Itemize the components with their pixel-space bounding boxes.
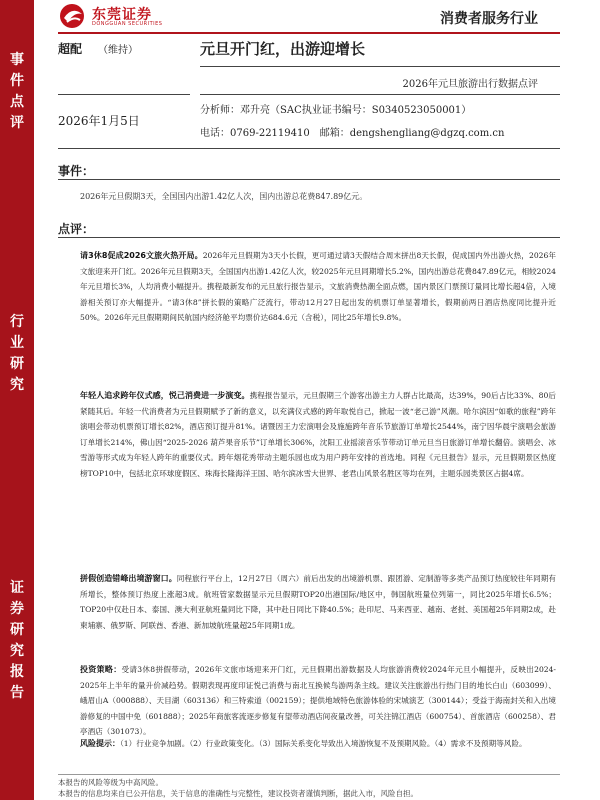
side-char: 究 bbox=[10, 377, 24, 393]
side-label-bottom bbox=[0, 578, 34, 704]
side-char: 研 bbox=[10, 622, 24, 638]
paragraph-lead: 拼假创造错峰出境游窗口。 bbox=[80, 574, 177, 583]
paragraph-lead: 请3休8促成2026文旅火热开局。 bbox=[80, 251, 203, 260]
side-char: 行 bbox=[10, 314, 24, 330]
paragraph-text: （1）行业竞争加剧。（2）行业政策变化。（3）国际关系变化导致出入境游恢复不及预期风险。（4）需求不及预期等风险。 bbox=[120, 739, 527, 748]
brand-name: 东莞证券 bbox=[92, 7, 152, 23]
header-divider bbox=[58, 32, 560, 34]
side-char: 究 bbox=[10, 643, 24, 659]
paragraph-text: 受请3休8拼假带动，2026年文旅市场迎来开门红，元旦假期出游数据及人均旅游消费较2024年元旦小幅提升，反映出2024-2025年上半年的量升价减趋势。假期表现再度印证悦己消费与南北互换候鸟游两条主线。建议关注旅游出行热门目的地长白山（603099）、峨眉山A（000888）、天目湖（603136）和三特索道（002159）；提供地域特色旅游体验的宋城演艺（300144）；受益于海南封关和入出境游修复的中国中免（601888）；2025年商旅客流逐步修复有望带动酒店间夜量改善，可关注锦江酒店（600754）、首旅酒店（600258）、君亭酒店（301073）。 bbox=[80, 665, 556, 737]
side-label-top bbox=[0, 50, 34, 134]
comment-paragraph bbox=[80, 736, 556, 752]
analyst-contact: 电话：0769-22119410 邮箱：dengshengliang@dgzq.com.cn bbox=[200, 128, 505, 139]
brand-mark-icon bbox=[58, 2, 88, 30]
side-char: 报 bbox=[10, 664, 24, 680]
brand-name-en: DONGGUAN SECURITIES bbox=[92, 21, 163, 27]
side-char: 件 bbox=[10, 73, 24, 89]
side-char: 研 bbox=[10, 356, 24, 372]
side-char: 事 bbox=[10, 52, 24, 68]
meta-divider-right bbox=[200, 94, 560, 95]
side-char: 点 bbox=[10, 94, 24, 110]
side-band bbox=[0, 0, 34, 800]
meta-bottom-divider bbox=[58, 148, 560, 149]
footer-disclaimer: 本报告的信息均来自已公开信息，关于信息的准确性与完整性，建议投资者谨慎判断，据此入市，风险自担。 bbox=[58, 789, 418, 798]
event-divider bbox=[58, 179, 560, 180]
title-divider bbox=[200, 66, 560, 67]
footer-divider bbox=[58, 774, 560, 775]
side-char: 评 bbox=[10, 115, 24, 131]
paragraph-lead: 风险提示： bbox=[80, 739, 120, 748]
page-header bbox=[0, 0, 600, 34]
comment-paragraph bbox=[80, 388, 556, 482]
event-heading: 事件： bbox=[58, 164, 95, 178]
footer-risk-level: 本报告的风险等级为中高风险。 bbox=[58, 778, 163, 787]
industry-label: 消费者服务行业 bbox=[440, 11, 538, 27]
side-label-middle bbox=[0, 312, 34, 396]
report-subtitle: 2026年元旦旅游出行数据点评 bbox=[402, 79, 538, 90]
comment-paragraph bbox=[80, 571, 556, 633]
comment-heading: 点评： bbox=[58, 222, 95, 236]
comment-paragraph bbox=[80, 662, 556, 740]
paragraph-text: 同程旅行平台上，12月27日（周六）前后出发的出境游机票、跟团游、定制游等多类产品预订热度较往年同期有所增长，整体预订热度上涨超3成。航班管家数据显示元旦假期TOP20出港国际/地区中，韩国航班量位列第一，同比2025年增长6.5%；TOP20中仅赴日本、泰国、澳大利亚航班量同比下降，其中赴日同比下降40.5%；赴印尼、马来西亚、越南、老挝、美国超25年同期2成，赴柬埔寨、俄罗斯、阿联酋、香港、新加坡航班量超25年同期1成。 bbox=[80, 574, 557, 630]
paragraph-lead: 年轻人追求跨年仪式感，悦己消费进一步演变。 bbox=[80, 391, 250, 400]
paragraph-text: 携程报告显示，元旦假期三个游客出游主力人群占比最高，达39%，90后占比33%、80后紧随其后。年轻一代消费者为元旦假期赋予了新的意义，以充满仪式感的跨年取悦自己，掀起一波“老己游”风潮。哈尔滨因“如歌的旅程”跨年演唱会带动机票预订增长82%，酒店预订提升81%。诸暨因王力宏演唱会及施施跨年音乐节旅游订单增长2544%，南宁因华晨宇演唱会旅游订单增长214%，佛山因“2025-2026 葫芦果音乐节”订单增长306%，沈阳工业摇滚音乐节带动订单元旦当日旅游订单增长翻倍。演唱会、冰雪游等形式成为年轻人跨年的重要仪式。跨年烟花秀带动主题乐园也成为用户跨年安排的首选地。同程《元旦报告》显示，元旦假期景区热度榜TOP10中，包括北京环球度假区、珠海长隆海洋王国、哈尔滨冰雪大世界、老君山风景名胜区等均在列，主题乐园类景区占据4席。 bbox=[80, 391, 556, 478]
report-title: 元旦开门红，出游迎增长 bbox=[200, 40, 366, 58]
analyst-info: 分析师：邓升亮（SAC执业证书编号：S0340523050001） bbox=[200, 105, 472, 116]
comment-paragraph bbox=[80, 248, 556, 326]
side-char: 业 bbox=[10, 335, 24, 351]
rating-note: （维持） bbox=[98, 45, 138, 56]
report-date: 2026年1月5日 bbox=[58, 114, 140, 128]
brand-logo bbox=[58, 2, 188, 30]
side-char: 告 bbox=[10, 685, 24, 701]
side-char: 券 bbox=[10, 601, 24, 617]
event-text: 2026年元旦假期3天，全国国内出游1.42亿人次，国内出游总花费847.89亿元。 bbox=[80, 192, 368, 201]
comment-divider bbox=[58, 237, 560, 238]
meta-divider-left bbox=[58, 94, 190, 95]
paragraph-lead: 投资策略： bbox=[80, 665, 122, 674]
rating: 超配 bbox=[58, 42, 83, 56]
paragraph-text: 2026年元旦假期为3天小长假，更可通过请3天假结合周末拼出8天长假，促成国内外出游火热，2026年文旅迎来开门红。2026年元旦假期3天，全国国内出游1.42亿人次，较2025年元旦同期增长5.2%，国内出游总花费847.89亿元，相较2024年元旦增长3%，人均消费小幅提升。携程最新发布的元旦旅行报告显示，文旅消费热潮全面点燃，国内景区门票预订量同比增长超4倍，入境游相关预订亦大幅提升。“请3休8”拼长假的策略广泛流行，带动12月27日起出发的机票订单显著增长，假期前两日酒店热度同比提升近50%。2026年元旦假期期间民航国内经济舱平均票价达684.6元（含税），同比25年增长9.8%。 bbox=[80, 251, 556, 323]
side-char: 证 bbox=[10, 580, 24, 596]
